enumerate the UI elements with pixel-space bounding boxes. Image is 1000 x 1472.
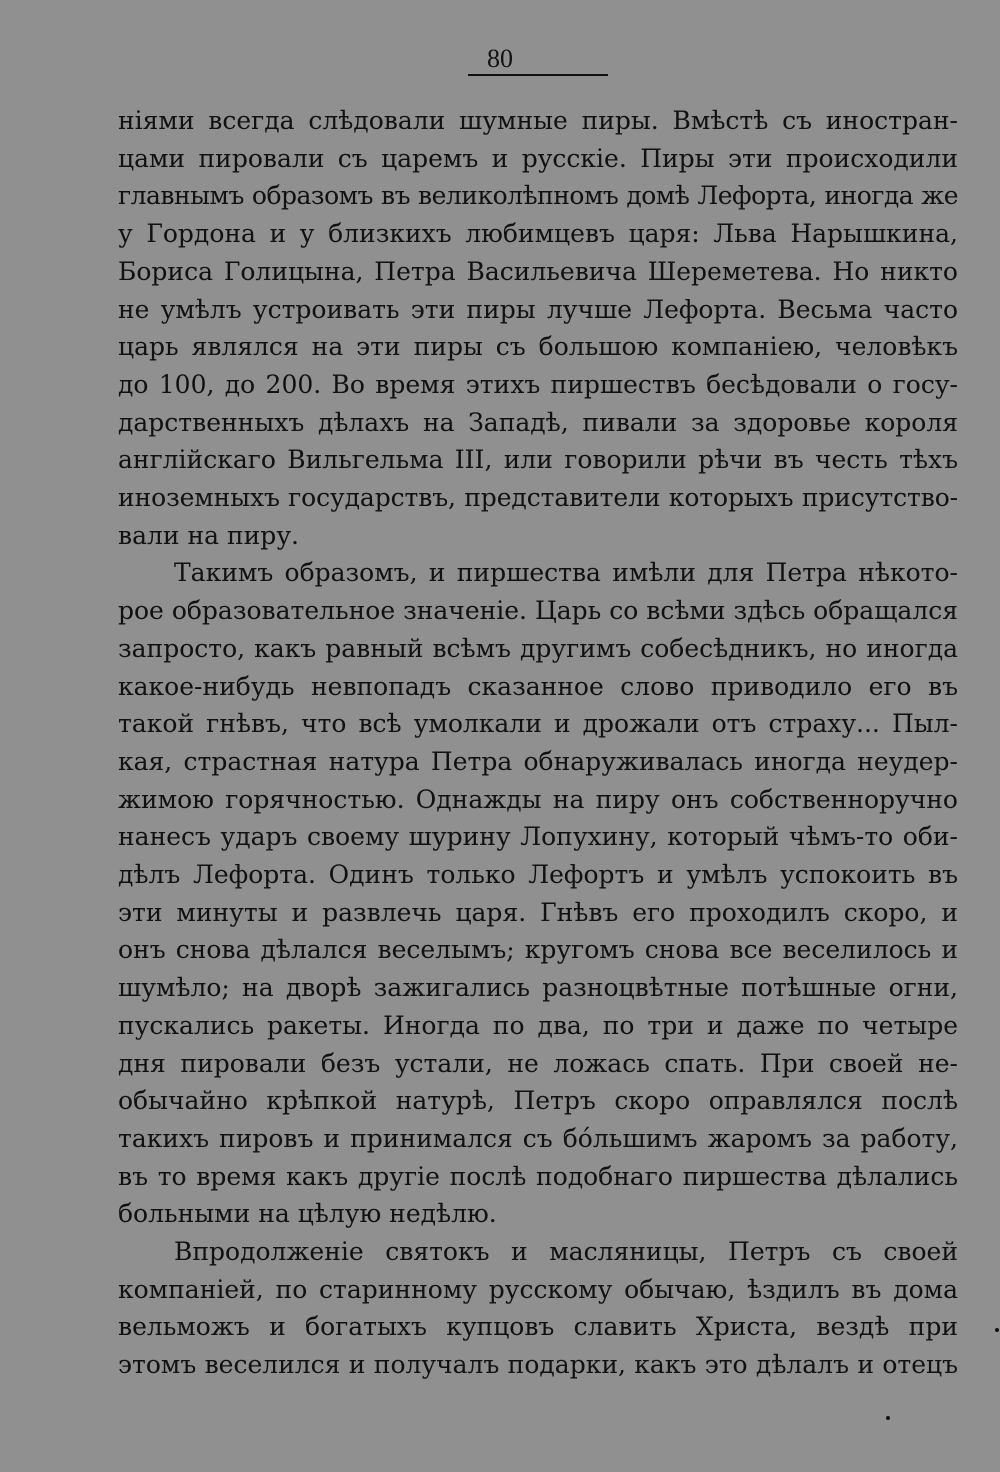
text-line: ніями всегда слѣдовали шумные пиры. Вмѣстѣ съ иностран- — [118, 106, 958, 135]
text-line: дарственныхъ дѣлахъ на Западѣ, пивали за здоровье короля — [118, 408, 958, 437]
text-line: такой гнѣвъ, что всѣ умолкали и дрожали отъ страху... Пыл- — [118, 709, 958, 738]
text-line: нанесъ ударъ своему шурину Лопухину, который чѣмъ-то оби- — [118, 822, 958, 851]
text-line: вали на пиру. — [118, 521, 299, 550]
text-line: рое образовательное значеніе. Царь со всѣми здѣсь обращался — [118, 596, 958, 625]
page-number: 80 — [487, 44, 513, 73]
text-line: главнымъ образомъ въ великолѣпномъ домѣ Лефорта, иногда же — [118, 181, 958, 210]
text-line: кая, страстная натура Петра обнаруживалась иногда неудер- — [118, 747, 958, 776]
text-line: цами пировали съ царемъ и русскіе. Пиры эти происходили — [118, 144, 958, 173]
text-line: запросто, какъ равный всѣмъ другимъ собесѣдникъ, но иногда — [118, 634, 958, 663]
text-line: англійскаго Вильгельма III, или говорили рѣчи въ честь тѣхъ — [118, 445, 958, 474]
text-line: какое-нибудь невпопадъ сказанное слово приводило его въ — [118, 672, 958, 701]
text-line: до 100, до 200. Во время этихъ пиршествъ бесѣдовали о госу- — [118, 370, 958, 399]
text-line: обычайно крѣпкой натурѣ, Петръ скоро оправлялся послѣ — [118, 1086, 958, 1115]
text-line: Впродолженіе святокъ и масляницы, Петръ съ своей — [174, 1237, 958, 1266]
header-rule — [468, 74, 608, 76]
text-line: дня пировали безъ устали, не ложась спать. При своей не- — [118, 1049, 958, 1078]
text-line: вельможъ и богатыхъ купцовъ славить Христа, вездѣ при — [118, 1312, 958, 1341]
text-line: въ то время какъ другіе послѣ подобнаго пиршества дѣлались — [118, 1162, 958, 1191]
text-line: не умѣлъ устроивать эти пиры лучше Лефорта. Весьма часто — [118, 295, 958, 324]
text-line: больными на цѣлую недѣлю. — [118, 1199, 497, 1228]
text-line: компаніей, по старинному русскому обычаю, ѣздилъ въ дома — [118, 1275, 958, 1304]
text-line: эти минуты и развлечь царя. Гнѣвъ его проходилъ скоро, и — [118, 898, 958, 927]
text-line: шумѣло; на дворѣ зажигались разноцвѣтные потѣшные огни, — [118, 973, 958, 1002]
text-line: иноземныхъ государствъ, представители которыхъ присутство- — [118, 483, 958, 512]
text-line: онъ снова дѣлался веселымъ; кругомъ снова все веселилось и — [118, 935, 958, 964]
text-line: царь являлся на эти пиры съ большою компаніею, человѣкъ — [118, 332, 958, 361]
margin-speck — [886, 1416, 890, 1420]
margin-speck — [995, 1328, 999, 1332]
text-line: пускались ракеты. Иногда по два, по три и даже по четыре — [118, 1011, 958, 1040]
text-line: Такимъ образомъ, и пиршества имѣли для Петра нѣкото- — [174, 558, 958, 587]
text-line: такихъ пировъ и принимался съ бо́льшимъ жаромъ за работу, — [118, 1124, 958, 1153]
text-line: Бориса Голицына, Петра Васильевича Шереметева. Но никто — [118, 257, 958, 286]
text-line: у Гордона и у близкихъ любимцевъ царя: Льва Нарышкина, — [118, 219, 958, 248]
text-line: дѣлъ Лефорта. Одинъ только Лефортъ и умѣлъ успокоить въ — [118, 860, 958, 889]
text-line: жимою горячностью. Однажды на пиру онъ собственноручно — [118, 785, 958, 814]
text-line: этомъ веселился и получалъ подарки, какъ это дѣлалъ и отецъ — [118, 1350, 958, 1379]
